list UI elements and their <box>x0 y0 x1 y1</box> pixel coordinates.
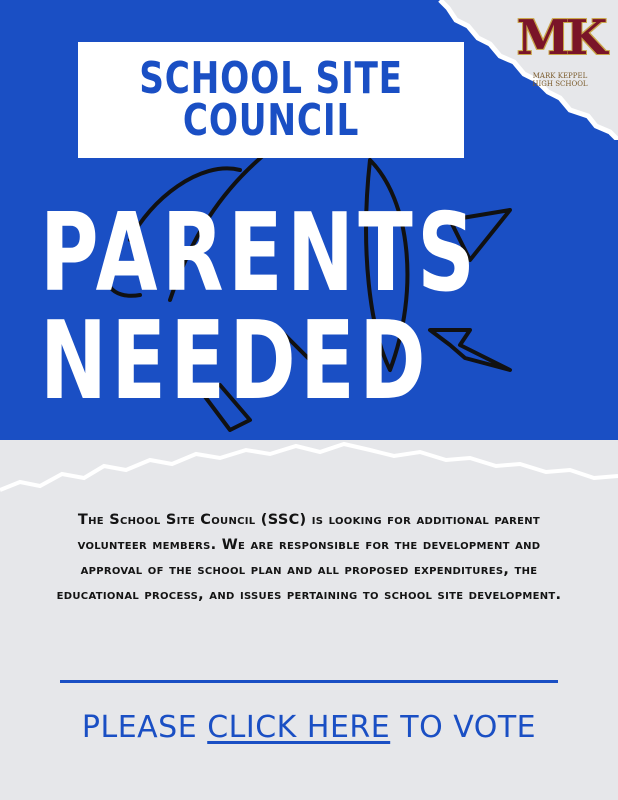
cta-suffix: TO VOTE <box>390 710 537 745</box>
call-to-action <box>0 708 618 748</box>
torn-paper-edge <box>0 430 618 510</box>
cta-prefix: PLEASE <box>81 710 208 745</box>
school-logo <box>510 8 610 88</box>
logo-subtitle-line-1: MARK KEPPEL <box>532 72 588 80</box>
description-text: The School Site Council (SSC) is looking for additional parent volunteer members. We are responsible for the development and approval of the school plan and all proposed expenditures, the educational process, and issues pertaining to school site development. <box>56 512 562 603</box>
logo-subtitle-line-2: HIGH SCHOOL <box>532 80 588 88</box>
page-title-line-2: COUNCIL <box>182 95 360 146</box>
click-here-link[interactable]: CLICK HERE <box>207 710 391 745</box>
title-box <box>78 42 464 158</box>
headline-line-2: NEEDED <box>40 299 430 424</box>
divider-line <box>60 680 558 683</box>
logo-letters: MK <box>516 10 604 66</box>
headline-line-1: PARENTS <box>40 191 480 316</box>
page-title-line-1: SCHOOL SITE <box>139 53 403 104</box>
